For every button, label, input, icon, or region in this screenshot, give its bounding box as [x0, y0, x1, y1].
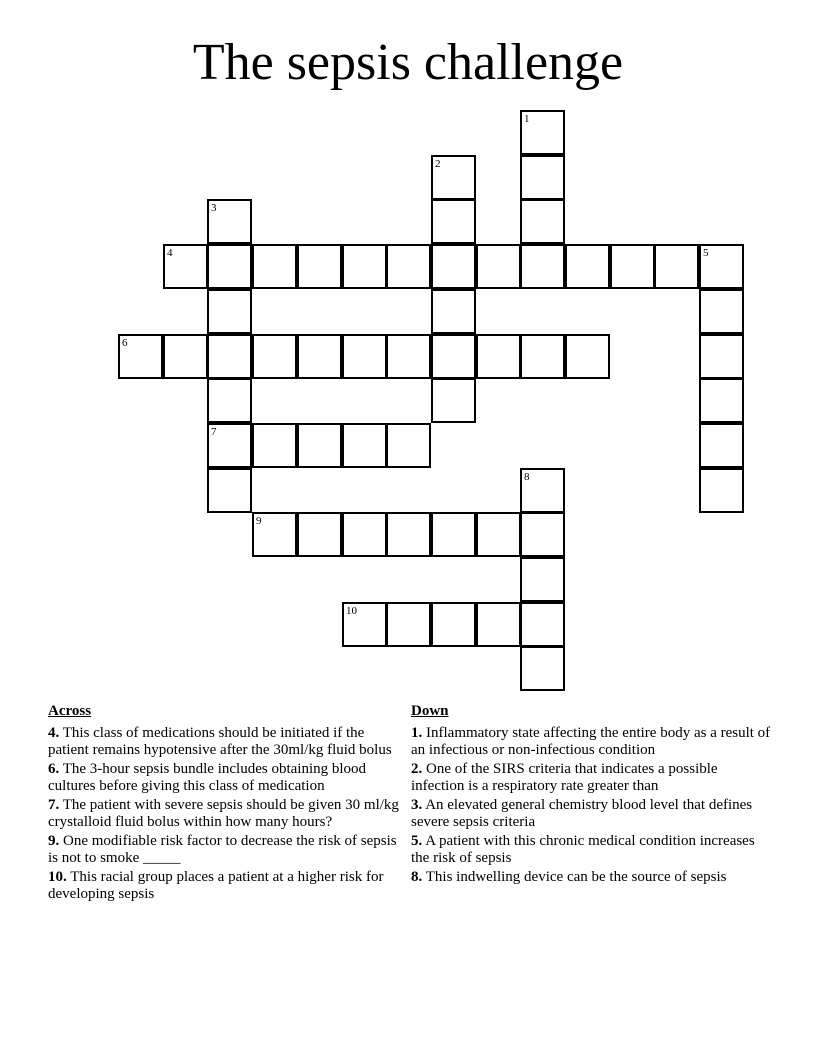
grid-cell[interactable] [520, 110, 565, 155]
clue-down-5 [411, 833, 771, 866]
grid-cell[interactable] [431, 512, 476, 557]
grid-cell[interactable] [163, 244, 208, 289]
grid-cell[interactable] [431, 155, 476, 200]
grid-cell[interactable] [431, 244, 476, 289]
clue-number-label: 4 [167, 247, 173, 259]
grid-cell[interactable] [207, 423, 252, 468]
clue-number: 5. [411, 833, 423, 849]
across-clues [48, 702, 408, 905]
grid-cell[interactable] [252, 244, 297, 289]
grid-cell[interactable] [520, 334, 565, 379]
grid-cell[interactable] [520, 468, 565, 513]
clue-number: 8. [411, 869, 423, 885]
grid-cell[interactable] [386, 512, 431, 557]
grid-cell[interactable] [699, 244, 744, 289]
clue-number-label: 6 [122, 337, 128, 349]
clue-number-label: 9 [256, 515, 262, 527]
grid-cell[interactable] [699, 378, 744, 423]
clue-number: 1. [411, 725, 423, 741]
clue-down-1 [411, 725, 771, 758]
grid-cell[interactable] [297, 512, 342, 557]
grid-cell[interactable] [207, 289, 252, 334]
clue-text: A patient with this chronic medical condition increases the risk of sepsis [411, 833, 755, 866]
grid-cell[interactable] [297, 244, 342, 289]
clue-number: 2. [411, 761, 423, 777]
clue-number-label: 8 [524, 471, 530, 483]
grid-cell[interactable] [386, 334, 431, 379]
grid-cell[interactable] [386, 602, 431, 647]
grid-cell[interactable] [699, 334, 744, 379]
clue-across-7 [48, 797, 408, 830]
clue-text: This racial group places a patient at a higher risk for developing sepsis [48, 869, 384, 902]
grid-cell[interactable] [342, 602, 387, 647]
grid-cell[interactable] [476, 334, 521, 379]
page-title: The sepsis challenge [192, 34, 624, 91]
clue-text: One modifiable risk factor to decrease the risk of sepsis is not to smoke _____ [48, 833, 397, 866]
clue-across-9 [48, 833, 408, 866]
grid-cell[interactable] [520, 244, 565, 289]
clue-text: This indwelling device can be the source of sepsis [425, 869, 727, 885]
grid-cell[interactable] [342, 334, 387, 379]
clue-number-label: 10 [346, 605, 357, 617]
down-heading: Down [411, 703, 449, 719]
clue-across-4 [48, 725, 408, 758]
clue-number: 9. [48, 833, 60, 849]
grid-cell[interactable] [252, 423, 297, 468]
grid-cell[interactable] [207, 199, 252, 244]
grid-cell[interactable] [118, 334, 163, 379]
across-heading: Across [48, 703, 92, 719]
clue-number-label: 1 [524, 113, 530, 125]
clue-across-6 [48, 761, 408, 794]
grid-cell[interactable] [342, 244, 387, 289]
grid-cell[interactable] [699, 468, 744, 513]
grid-cell[interactable] [297, 334, 342, 379]
grid-cell[interactable] [386, 423, 431, 468]
grid-cell[interactable] [431, 289, 476, 334]
clue-text: The 3-hour sepsis bundle includes obtaining blood cultures before giving this class of medication [48, 761, 367, 794]
grid-cell[interactable] [520, 155, 565, 200]
clue-across-10 [48, 869, 408, 902]
grid-cell[interactable] [163, 334, 208, 379]
grid-cell[interactable] [431, 199, 476, 244]
grid-cell[interactable] [207, 244, 252, 289]
grid-cell[interactable] [520, 512, 565, 557]
clue-number-label: 2 [435, 158, 441, 170]
grid-cell[interactable] [207, 334, 252, 379]
grid-cell[interactable] [386, 244, 431, 289]
clue-number-label: 5 [703, 247, 709, 259]
clue-number: 6. [48, 761, 60, 777]
grid-cell[interactable] [252, 512, 297, 557]
clue-text: The patient with severe sepsis should be given 30 ml/kg crystalloid fluid bolus within how many hours? [48, 797, 399, 830]
clue-number: 7. [48, 797, 60, 813]
grid-cell[interactable] [520, 557, 565, 602]
grid-cell[interactable] [520, 646, 565, 691]
grid-cell[interactable] [207, 468, 252, 513]
grid-cell[interactable] [610, 244, 655, 289]
grid-cell[interactable] [565, 244, 610, 289]
clue-number-label: 7 [211, 426, 217, 438]
grid-cell[interactable] [699, 289, 744, 334]
grid-cell[interactable] [207, 378, 252, 423]
grid-cell[interactable] [520, 199, 565, 244]
grid-cell[interactable] [476, 512, 521, 557]
grid-cell[interactable] [476, 602, 521, 647]
grid-cell[interactable] [342, 423, 387, 468]
down-clues [411, 702, 771, 889]
grid-cell[interactable] [476, 244, 521, 289]
clue-number: 3. [411, 797, 423, 813]
clue-text: Inflammatory state affecting the entire body as a result of an infectious or non-infectious condition [411, 725, 771, 758]
grid-cell[interactable] [297, 423, 342, 468]
clue-number-label: 3 [211, 202, 217, 214]
grid-cell[interactable] [431, 602, 476, 647]
grid-cell[interactable] [252, 334, 297, 379]
clue-text: An elevated general chemistry blood level that defines severe sepsis criteria [411, 797, 753, 830]
clue-text: This class of medications should be initiated if the patient remains hypotensive after the 30ml/kg fluid bolus [48, 725, 392, 758]
clue-text: One of the SIRS criteria that indicates a possible infection is a respiratory rate greater than [411, 761, 718, 794]
grid-cell[interactable] [699, 423, 744, 468]
grid-cell[interactable] [565, 334, 610, 379]
clue-number: 10. [48, 869, 67, 885]
clue-number: 4. [48, 725, 60, 741]
grid-cell[interactable] [431, 334, 476, 379]
grid-cell[interactable] [342, 512, 387, 557]
clue-down-8 [411, 869, 771, 886]
grid-cell[interactable] [520, 602, 565, 647]
clue-down-3 [411, 797, 771, 830]
grid-cell[interactable] [654, 244, 699, 289]
clue-down-2 [411, 761, 771, 794]
grid-cell[interactable] [431, 378, 476, 423]
